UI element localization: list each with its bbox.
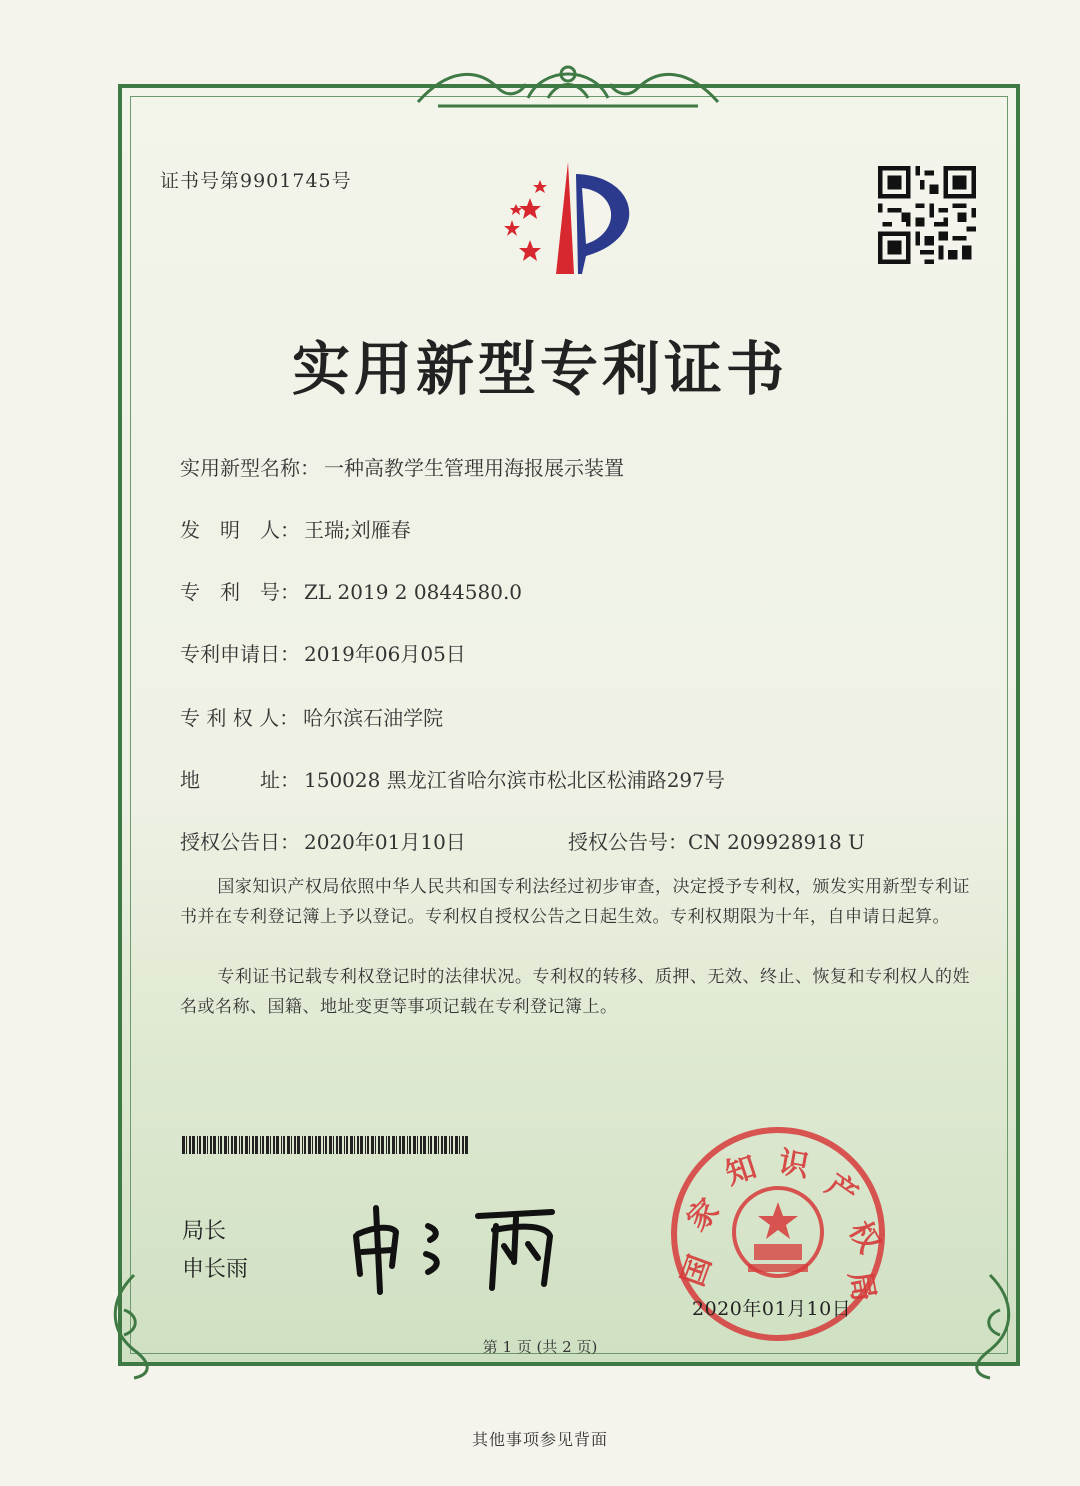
svg-text:家: 家 bbox=[680, 1192, 727, 1239]
seal-date: 2020年01月10日 bbox=[692, 1298, 852, 1320]
field-grant-announcement-number bbox=[568, 826, 865, 855]
certificate-number: 证书号第9901745号 bbox=[160, 170, 352, 192]
field-inventor bbox=[180, 514, 411, 543]
certificate-title: 实用新型专利证书 bbox=[291, 335, 788, 403]
field-label: 专利申请日： bbox=[180, 642, 300, 666]
field-value: 2019年06月05日 bbox=[304, 642, 466, 666]
field-label: 授权公告号： bbox=[568, 830, 688, 854]
right-side-ornament-icon bbox=[960, 1270, 1020, 1380]
field-value: 一种高教学生管理用海报展示装置 bbox=[324, 456, 624, 480]
field-label: 地 址： bbox=[180, 768, 300, 792]
svg-text:局: 局 bbox=[841, 1268, 882, 1305]
field-patentee bbox=[180, 702, 443, 731]
statement-paragraph: 国家知识产权局依照中华人民共和国专利法经过初步审查，决定授予专利权，颁发实用新型专利证书并在专利登记簿上予以登记。专利权自授权公告之日起生效。专利权期限为十年，自申请日起算。 bbox=[180, 877, 970, 927]
field-value: 王瑞;刘雁春 bbox=[304, 518, 411, 542]
page-number: 第 1 页 (共 2 页) bbox=[482, 1338, 598, 1356]
left-side-ornament-icon bbox=[104, 1270, 164, 1380]
footer-note: 其他事项参见背面 bbox=[471, 1430, 608, 1449]
field-value: CN 209928918 U bbox=[688, 830, 865, 854]
top-ornament-icon bbox=[408, 58, 728, 116]
field-value: ZL 2019 2 0844580.0 bbox=[304, 580, 523, 604]
field-label: 专 利 权 人： bbox=[180, 706, 300, 730]
field-utility-model-name bbox=[180, 452, 624, 481]
field-value: 2020年01月10日 bbox=[304, 830, 466, 854]
field-patent-number bbox=[180, 576, 522, 605]
director-title: 局长 bbox=[182, 1219, 227, 1244]
svg-text:知: 知 bbox=[721, 1149, 761, 1193]
field-label: 发 明 人： bbox=[180, 518, 300, 542]
field-address bbox=[180, 764, 725, 793]
svg-text:国: 国 bbox=[675, 1250, 719, 1291]
qr-code-icon bbox=[878, 166, 976, 264]
field-grant-announcement-date bbox=[180, 826, 466, 855]
legal-status-paragraph: 专利证书记载专利权登记时的法律状况。专利权的转移、质押、无效、终止、恢复和专利权人的姓名或名称、国籍、地址变更等事项记载在专利登记簿上。 bbox=[180, 967, 970, 1017]
director-name: 申长雨 bbox=[182, 1257, 249, 1282]
field-value: 150028 黑龙江省哈尔滨市松北区松浦路297号 bbox=[304, 768, 725, 792]
field-value: 哈尔滨石油学院 bbox=[303, 706, 444, 730]
field-label: 专 利 号： bbox=[180, 580, 300, 604]
svg-text:权: 权 bbox=[841, 1215, 887, 1259]
barcode-icon bbox=[182, 1136, 472, 1154]
svg-text:识: 识 bbox=[775, 1144, 812, 1185]
field-application-date bbox=[180, 638, 466, 667]
patent-office-logo-icon bbox=[490, 158, 650, 278]
field-label: 授权公告日： bbox=[180, 830, 300, 854]
svg-text:产: 产 bbox=[819, 1167, 864, 1214]
field-label: 实用新型名称： bbox=[180, 456, 320, 480]
director-signature bbox=[346, 1196, 576, 1296]
